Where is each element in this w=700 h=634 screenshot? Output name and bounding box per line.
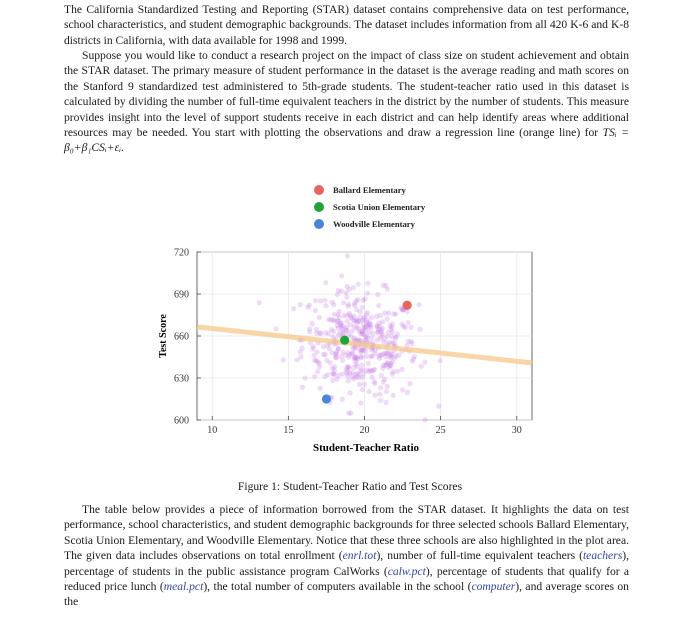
scatter-point xyxy=(388,323,393,328)
scatter-point xyxy=(335,292,340,297)
scatter-point xyxy=(391,311,396,316)
scatter-point xyxy=(346,302,351,307)
legend-label: Woodville Elementary xyxy=(333,219,415,230)
scatter-point xyxy=(411,357,416,362)
p3-text-5: ), the total number of computers available in the school ( xyxy=(203,580,472,594)
scatter-point xyxy=(383,400,388,405)
scatter-point xyxy=(361,321,366,326)
scatter-point xyxy=(281,357,286,362)
x-axis-label: Student-Teacher Ratio xyxy=(312,442,420,454)
scatter-point xyxy=(391,369,396,374)
intro-paragraph: The California Standardized Testing and Reporting (STAR) dataset contains comprehensive data on test performance, school characteristics, and student demographic backgrounds. The dataset includes information from all 420 K-6 and K-8 districts in California, with data available for 1998 and 1999. xyxy=(64,3,629,47)
scatter-point xyxy=(314,327,319,332)
scatter-point xyxy=(406,320,411,325)
scatter-point xyxy=(359,362,364,367)
scatter-point xyxy=(436,403,441,408)
table-description-paragraph xyxy=(64,502,629,610)
scatter-point xyxy=(323,352,328,357)
scatter-point xyxy=(316,359,321,364)
scatter-point xyxy=(388,363,393,368)
research-paragraph-text: Suppose you would like to conduct a research project on the impact of class size on student achievement and obtain the STAR dataset. The primary measure of student performance in the dataset is the average reading and math scores on the Stanford 9 standardized test administered to 5th-grade students. The student-teacher ratio used in this dataset is calculated by dividing the number of full-time equivalent teachers in the district by the number of students. This measure provides insight into the level of support students receive in each district and can help identify areas where additional resources may be needed. You start with plotting the observations and draw a regression line (orange line) for xyxy=(64,49,629,140)
scatter-point xyxy=(358,401,363,406)
scatter-point xyxy=(355,371,360,376)
scatter-point xyxy=(300,385,305,390)
regression-equation: TSᵢ = β₀+β₁CSᵢ+εᵢ xyxy=(64,126,629,155)
scatter-point xyxy=(409,325,414,330)
scatter-point xyxy=(291,306,296,311)
scatter-point xyxy=(365,281,370,286)
scatter-point xyxy=(372,393,377,398)
figure-caption: Figure 1: Student-Teacher Ratio and Test Scores xyxy=(237,480,463,493)
scatter-point xyxy=(323,303,328,308)
scatter-point xyxy=(362,382,367,387)
scatter-point xyxy=(345,313,350,318)
scatter-point xyxy=(332,312,337,317)
var-computer: computer xyxy=(471,580,516,594)
scatter-figure xyxy=(0,175,700,505)
y-tick-label: 600 xyxy=(174,415,189,427)
scatter-point xyxy=(377,392,382,397)
scatter-point xyxy=(357,382,362,387)
scatter-point xyxy=(390,340,395,345)
x-tick-label: 15 xyxy=(283,425,294,436)
scatter-point xyxy=(358,347,363,352)
highlight-point-ballard-elementary xyxy=(403,301,412,310)
scatter-point xyxy=(300,346,305,351)
scatter-point xyxy=(312,374,317,379)
scatter-point xyxy=(359,354,364,359)
p3-text-4: ), percentage of students that qualify for a reduced price lunch ( xyxy=(64,564,629,594)
scatter-point xyxy=(385,384,390,389)
scatter-point xyxy=(313,308,318,313)
y-tick-label: 720 xyxy=(174,247,189,259)
scatter-point xyxy=(336,333,341,338)
scatter-point xyxy=(323,330,328,335)
scatter-point xyxy=(298,354,303,359)
scatter-point xyxy=(344,319,349,324)
scatter-point xyxy=(274,326,279,331)
scatter-point xyxy=(334,323,339,328)
scatter-point xyxy=(345,284,350,289)
scatter-point xyxy=(396,353,401,358)
p3-text-6: ), and average scores on the xyxy=(64,580,629,609)
scatter-point xyxy=(369,374,374,379)
scatter-point xyxy=(351,285,356,290)
scatter-point xyxy=(360,305,365,310)
scatter-point xyxy=(365,291,370,296)
y-axis-label: Test Score xyxy=(158,314,169,358)
y-tick-label: 660 xyxy=(174,331,189,343)
legend-marker xyxy=(314,185,324,195)
scatter-point xyxy=(329,327,334,332)
scatter-point xyxy=(345,370,350,375)
chart-legend xyxy=(314,185,426,229)
scatter-point xyxy=(339,273,344,278)
scatter-point xyxy=(358,309,363,314)
var-calw-pct: calw.pct xyxy=(387,564,426,578)
legend-label: Ballard Elementary xyxy=(333,185,406,196)
scatter-point xyxy=(302,375,307,380)
scatter-point xyxy=(384,389,389,394)
scatter-point xyxy=(366,361,371,366)
scatter-point xyxy=(324,358,329,363)
scatter-point xyxy=(399,367,404,372)
scatter-point xyxy=(370,331,375,336)
scatter-point xyxy=(422,417,427,422)
scatter-point xyxy=(345,253,350,258)
scatter-point xyxy=(341,300,346,305)
scatter-point xyxy=(372,367,377,372)
x-tick-label: 25 xyxy=(435,425,446,436)
scatter-point xyxy=(346,378,351,383)
scatter-point xyxy=(340,326,345,331)
scatter-point xyxy=(337,309,342,314)
scatter-point xyxy=(409,341,414,346)
x-tick-label: 30 xyxy=(511,425,522,436)
scatter-point xyxy=(382,377,387,382)
scatter-point xyxy=(323,280,328,285)
var-enrl-tot: enrl.tot xyxy=(342,549,377,563)
research-paragraph-end: . xyxy=(121,141,124,155)
scatter-point xyxy=(376,303,381,308)
scatter-point xyxy=(257,300,262,305)
var-meal-pct: meal.pct xyxy=(163,580,204,594)
p3-text-1: The table below provides a piece of information borrowed from the STAR dataset. It highlights the data on test performance, school characteristics, and student demographic backgrounds for three selected schools Ballard Elementary, Scotia Union Elementary, and Woodville Elementary. Notice that these three schools are also highlighted in the plot area. The given data includes observations on total enrollment ( xyxy=(64,503,629,563)
scatter-point xyxy=(332,372,337,377)
scatter-point xyxy=(369,354,374,359)
scatter-point xyxy=(407,381,412,386)
scatter-point xyxy=(350,315,355,320)
scatter-point xyxy=(378,313,383,318)
scatter-point xyxy=(360,387,365,392)
scatter-point xyxy=(405,390,410,395)
scatter-point xyxy=(345,364,350,369)
scatter-point xyxy=(360,375,365,380)
scatter-point xyxy=(369,315,374,320)
scatter-point xyxy=(366,369,371,374)
scatter-point xyxy=(311,353,316,358)
scatter-point xyxy=(311,344,316,349)
p3-text-3: ), percentage of students in the public assistance program CalWorks ( xyxy=(64,549,629,578)
scatter-point xyxy=(362,296,367,301)
scatter-point xyxy=(325,372,330,377)
scatter-point xyxy=(344,295,349,300)
scatter-point xyxy=(353,346,358,351)
scatter-point xyxy=(354,298,359,303)
scatter-point xyxy=(340,397,345,402)
scatter-point xyxy=(376,353,381,358)
scatter-point xyxy=(317,315,322,320)
scatter-point xyxy=(364,354,369,359)
scatter-point xyxy=(347,352,352,357)
scatter-point xyxy=(346,411,351,416)
scatter-point xyxy=(318,386,323,391)
scatter-point xyxy=(419,364,424,369)
scatter-point xyxy=(395,369,400,374)
legend-marker xyxy=(314,219,324,229)
scatter-point xyxy=(382,337,387,342)
scatter-point xyxy=(330,300,335,305)
scatter-point xyxy=(438,358,443,363)
scatter-point xyxy=(375,324,380,329)
scatter-point xyxy=(367,389,372,394)
scatter-point xyxy=(347,390,352,395)
scatter-point xyxy=(313,298,318,303)
legend-label: Scotia Union Elementary xyxy=(333,202,426,213)
highlight-point-scotia-union-elementary xyxy=(340,336,349,345)
scatter-point xyxy=(307,326,312,331)
scatter-point xyxy=(355,364,360,369)
scatter-point xyxy=(329,350,334,355)
scatter-point xyxy=(318,298,323,303)
scatter-point xyxy=(378,398,383,403)
scatter-point xyxy=(418,327,423,332)
scatter-point xyxy=(322,298,327,303)
scatter-point xyxy=(372,379,377,384)
scatter-point xyxy=(309,321,314,326)
legend-marker xyxy=(314,202,324,212)
p3-text-2: ), number of full-time equivalent teachers ( xyxy=(376,549,583,563)
scatter-point xyxy=(350,328,355,333)
scatter-point xyxy=(317,364,322,369)
scatter-point xyxy=(307,302,312,307)
scatter-point xyxy=(391,393,396,398)
scatter-point xyxy=(367,320,372,325)
scatter-point xyxy=(343,290,348,295)
scatter-point xyxy=(383,354,388,359)
scatter-point xyxy=(330,378,335,383)
y-tick-label: 630 xyxy=(174,373,189,385)
var-teachers: teachers xyxy=(582,549,623,563)
scatter-point xyxy=(336,346,341,351)
x-tick-label: 20 xyxy=(359,425,370,436)
scatter-point xyxy=(375,292,380,297)
research-paragraph xyxy=(64,48,629,156)
highlight-point-woodville-elementary xyxy=(322,394,331,403)
scatter-point xyxy=(330,366,335,371)
scatter-point xyxy=(334,351,339,356)
scatter-point xyxy=(328,317,333,322)
y-tick-label: 690 xyxy=(174,289,189,301)
scatter-point xyxy=(356,281,361,286)
scatter-point xyxy=(378,385,383,390)
scatter-point xyxy=(422,359,427,364)
scatter-point xyxy=(364,312,369,317)
scatter-point xyxy=(400,387,405,392)
scatter-point xyxy=(385,287,390,292)
scatter-point xyxy=(393,334,398,339)
scatter-point xyxy=(385,316,390,321)
scatter-point xyxy=(363,335,368,340)
scatter-point xyxy=(338,354,343,359)
scatter-point xyxy=(416,302,421,307)
scatter-point xyxy=(337,373,342,378)
scatter-point xyxy=(386,310,391,315)
scatter-point xyxy=(357,330,362,335)
scatter-point xyxy=(403,325,408,330)
scatter-point xyxy=(298,302,303,307)
scatter-point xyxy=(315,369,320,374)
x-tick-label: 10 xyxy=(207,425,218,436)
